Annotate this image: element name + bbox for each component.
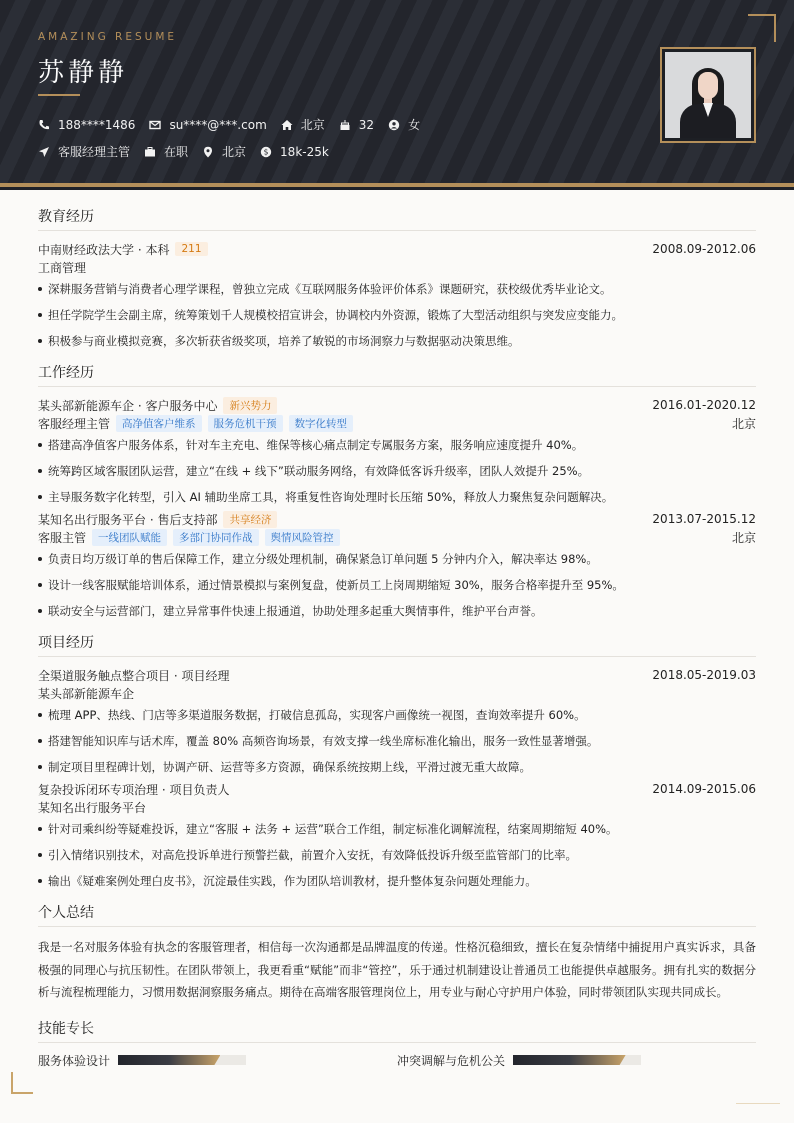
bullet-item: 深耕服务营销与消费者心理学课程，曾独立完成《互联网服务体验评价体系》课题研究，获校级优秀毕业论文。 [38, 282, 756, 296]
svg-text:$: $ [263, 147, 269, 157]
date-range: 2014.09-2015.06 [652, 782, 756, 796]
work-entry [38, 510, 756, 618]
skill-tag: 高净值客户维系 [116, 415, 202, 432]
skill-item [38, 1052, 397, 1069]
skill-tag: 服务危机干预 [208, 415, 283, 432]
education-section [38, 206, 756, 348]
location-text: 北京 [222, 145, 247, 159]
education-entry [38, 240, 756, 348]
contact-row [38, 116, 434, 133]
skill-bar-fill [118, 1055, 220, 1065]
date-range: 2013.07-2015.12 [652, 512, 756, 526]
skill-bar [513, 1055, 641, 1065]
skill-tag: 一线团队赋能 [92, 529, 167, 546]
gender-item [388, 116, 420, 133]
company-tag: 共享经济 [223, 511, 277, 528]
user-icon [388, 119, 400, 131]
money-icon [260, 146, 272, 158]
bullet-item: 担任学院学生会副主席，统筹策划千人规模校招宣讲会，协调校内外资源，锻炼了大型活动组织与突发应变能力。 [38, 308, 756, 322]
candidate-name: 苏静静 [38, 58, 129, 88]
corner-ornament [11, 1072, 33, 1094]
email-text: su****@***.com [169, 117, 267, 132]
bullet-item: 梳理 APP、热线、门店等多渠道服务数据，打破信息孤岛，实现客户画像统一视图，查询效率提升 60%。 [38, 708, 756, 722]
project-name: 全渠道服务触点整合项目 · 项目经理 [38, 668, 230, 683]
cake-icon [339, 119, 351, 131]
bullet-item: 针对司乘纠纷等疑难投诉，建立“客服 + 法务 + 运营”联合工作组，制定标准化调解流程，结案周期缩短 40%。 [38, 822, 756, 836]
resume-tagline: AMAZING RESUME [38, 31, 178, 43]
resume-header [0, 0, 794, 187]
school-tag: 211 [175, 242, 207, 256]
bullet-item: 统筹跨区域客服团队运营，建立“在线 + 线下”联动服务网络，有效降低客诉升级率，团队人效提升 25%。 [38, 464, 756, 478]
profile-photo [660, 47, 756, 143]
phone-text: 188****1486 [58, 117, 136, 132]
date-range: 2016.01-2020.12 [652, 398, 756, 412]
company-name: 某头部新能源车企 · 客户服务中心 [38, 398, 218, 413]
corner-ornament [748, 14, 776, 42]
section-title: 个人总结 [38, 902, 756, 927]
job-role: 客服经理主管 [38, 416, 111, 431]
bullet-item: 负责日均万级订单的售后保障工作，建立分级处理机制，确保紧急订单问题 5 分钟内介入，解决率达 98%。 [38, 552, 756, 566]
bullet-item: 制定项目里程碑计划，协调产研、运营等多方资源，确保系统按期上线，平滑过渡无重大故障。 [38, 760, 756, 774]
summary-text: 我是一名对服务体验有执念的客服管理者，相信每一次沟通都是品牌温度的传递。性格沉稳细致，擅长在复杂情绪中捕捉用户真实诉求，具备极强的同理心与抗压韧性。在团队带领上，我更看重“赋能”而非“管控”，乐于通过机制建设让普通员工也能提供卓越服务。拥有扎实的数据分析与流程梳理能力，习惯用数据洞察服务痛点。期待在高端客服管理岗位上，用专业与耐心守护用户体验，同时带领团队实现共同成长。 [38, 940, 756, 999]
section-title: 技能专长 [38, 1018, 756, 1043]
portrait-image [665, 52, 751, 138]
work-section [38, 362, 756, 618]
footer-accent-line [736, 1103, 780, 1104]
status-item [144, 143, 188, 160]
email-item [149, 118, 266, 132]
section-title: 工作经历 [38, 362, 756, 387]
school-name: 中南财经政法大学 · 本科 [38, 242, 170, 257]
skill-label: 服务体验设计 [38, 1053, 111, 1068]
location-item [202, 143, 246, 160]
major: 工商管理 [38, 260, 87, 275]
status-text: 在职 [164, 145, 189, 159]
skill-tag: 舆情风险管控 [265, 529, 340, 546]
location-pin-icon [202, 146, 214, 158]
gender-text: 女 [408, 118, 421, 132]
bullet-item: 搭建智能知识库与话术库，覆盖 80% 高频咨询场景，有效支撑一线坐席标准化输出，服务一致性显著增强。 [38, 734, 756, 748]
section-title: 教育经历 [38, 206, 756, 231]
home-text: 北京 [300, 118, 325, 132]
bullet-item: 设计一线客服赋能培训体系，通过情景模拟与案例复盘，使新员工上岗周期缩短 30%，服务合格率提升至 95%。 [38, 578, 756, 592]
target-position-text: 客服经理主管 [58, 145, 131, 159]
skill-bar-fill [513, 1055, 626, 1065]
project-org: 某头部新能源车企 [38, 686, 135, 701]
job-role: 客服主管 [38, 530, 87, 545]
briefcase-icon [144, 146, 156, 158]
phone-icon [38, 119, 50, 131]
date-range: 2018.05-2019.03 [652, 668, 756, 682]
phone-item [38, 118, 135, 132]
section-title: 项目经历 [38, 632, 756, 657]
send-icon [38, 146, 50, 158]
bullet-item: 引入情绪识别技术，对高危投诉单进行预警拦截，前置介入安抚，有效降低投诉升级至监管部门的比率。 [38, 848, 756, 862]
job-intent-row [38, 143, 343, 160]
name-underline [38, 94, 80, 96]
skill-item [397, 1052, 756, 1069]
skill-label: 冲突调解与危机公关 [397, 1053, 506, 1068]
salary-text: 18k-25k [280, 144, 329, 159]
project-entry [38, 666, 756, 774]
work-entry [38, 396, 756, 504]
skill-tag: 多部门协同作战 [173, 529, 259, 546]
home-item [281, 116, 325, 133]
bullet-item: 搭建高净值客户服务体系，针对车主充电、维保等核心痛点制定专属服务方案，服务响应速度提升 40%。 [38, 438, 756, 452]
skill-tag: 数字化转型 [289, 415, 354, 432]
company-name: 某知名出行服务平台 · 售后支持部 [38, 512, 218, 527]
mail-icon [149, 119, 161, 131]
project-name: 复杂投诉闭环专项治理 · 项目负责人 [38, 782, 230, 797]
job-city: 北京 [731, 530, 756, 545]
bullet-item: 积极参与商业模拟竞赛，多次斩获省级奖项，培养了敏锐的市场洞察力与数据驱动决策思维。 [38, 334, 756, 348]
project-org: 某知名出行服务平台 [38, 800, 147, 815]
projects-section [38, 632, 756, 888]
bullet-item: 联动安全与运营部门，建立异常事件快速上报通道，协助处理多起重大舆情事件，维护平台声誉。 [38, 604, 756, 618]
home-icon [281, 119, 293, 131]
age-item [339, 118, 374, 132]
skill-bar [118, 1055, 246, 1065]
company-tag: 新兴势力 [223, 397, 277, 414]
bullet-item: 主导服务数字化转型，引入 AI 辅助坐席工具，将重复性咨询处理时长压缩 50%，释放人力聚焦复杂问题解决。 [38, 490, 756, 504]
project-entry [38, 780, 756, 888]
summary-section [38, 902, 756, 1004]
age-text: 32 [358, 117, 375, 132]
target-position-item [38, 143, 130, 160]
resume-body [38, 206, 756, 1083]
skills-section [38, 1018, 756, 1069]
salary-item [260, 145, 329, 159]
date-range: 2008.09-2012.06 [652, 242, 756, 256]
job-city: 北京 [731, 416, 756, 431]
bullet-item: 输出《疑难案例处理白皮书》，沉淀最佳实践，作为团队培训教材，提升整体复杂问题处理能力。 [38, 874, 756, 888]
